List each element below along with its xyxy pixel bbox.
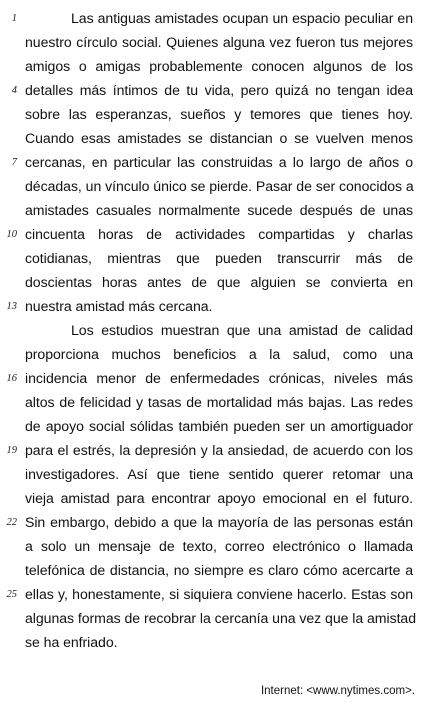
- line-text: incidencia menor de enfermedades crónicas, niveles más: [25, 370, 413, 386]
- text-line: [0, 510, 433, 534]
- text-line: [0, 390, 433, 414]
- text-line: [0, 486, 433, 510]
- line-text: de apoyo social sólidas también pueden ser un amortiguador: [25, 418, 413, 434]
- line-number: 25: [6, 589, 17, 600]
- text-line: [0, 558, 433, 582]
- text-line: [0, 150, 433, 174]
- text-line: [0, 630, 433, 654]
- line-text: proporciona muchos beneficios a la salud, como una: [25, 346, 413, 362]
- line-text: algunas formas de recobrar la cercanía una vez que la amistad: [25, 610, 417, 626]
- line-number: 10: [6, 229, 17, 240]
- source-citation: Internet: <www.nytimes.com>.: [260, 685, 415, 697]
- line-text: altos de felicidad y tasas de mortalidad más bajas. Las redes: [25, 394, 413, 410]
- line-text: ellas y, honestamente, si siquiera conviene hacerlo. Estas son: [25, 586, 413, 602]
- line-text: amigos o amigas probablemente conocen algunos de los: [25, 58, 413, 74]
- text-line: [0, 222, 433, 246]
- text-line: [0, 438, 433, 462]
- text-line: [0, 198, 433, 222]
- line-text: Cuando esas amistades se distancian o se vuelven menos: [25, 130, 413, 146]
- text-line: [0, 6, 433, 30]
- line-text: décadas, un vínculo único se pierde. Pasar de ser conocidos a: [25, 178, 414, 194]
- text-line: [0, 30, 433, 54]
- line-number: 4: [11, 85, 17, 96]
- text-line: [0, 342, 433, 366]
- line-number: 22: [6, 517, 17, 528]
- text-line: [0, 462, 433, 486]
- text-line: [0, 294, 433, 318]
- line-text: cotidianas, mientras que pueden transcurrir más de: [25, 250, 413, 266]
- line-text: detalles más íntimos de tu vida, pero quizá no tengan idea: [25, 82, 413, 98]
- line-text: cincuenta horas de actividades compartidas y charlas: [25, 226, 413, 242]
- text-line: [0, 582, 433, 606]
- text-line: [0, 366, 433, 390]
- text-line: [0, 174, 433, 198]
- text-line: [0, 534, 433, 558]
- line-number: 16: [6, 373, 17, 384]
- line-text: cercanas, en particular las construidas a lo largo de años o: [25, 154, 413, 170]
- text-line: [0, 54, 433, 78]
- line-text: Sin embargo, debido a que la mayoría de las personas están: [25, 514, 413, 530]
- line-text: telefónica de distancia, no siempre es claro cómo acercarte a: [25, 562, 413, 578]
- line-text: nuestra amistad más cercana.: [25, 298, 213, 314]
- text-line: [0, 102, 433, 126]
- line-text: nuestro círculo social. Quienes alguna vez fueron tus mejores: [25, 34, 413, 50]
- line-number: 13: [6, 301, 17, 312]
- line-text: Las antiguas amistades ocupan un espacio peculiar en: [71, 10, 413, 26]
- line-text: investigadores. Así que tiene sentido querer retomar una: [25, 466, 413, 482]
- text-line: [0, 270, 433, 294]
- line-number: 7: [11, 157, 17, 168]
- line-text: se ha enfriado.: [25, 634, 118, 650]
- line-number: 19: [6, 445, 17, 456]
- line-text: doscientas horas antes de que alguien se convierta en: [25, 274, 413, 290]
- text-line: [0, 318, 433, 342]
- line-number: 1: [11, 13, 17, 24]
- line-text: vieja amistad para encontrar apoyo emocional en el futuro.: [25, 490, 413, 506]
- line-text: para el estrés, la depresión y la ansiedad, de acuerdo con los: [25, 442, 413, 458]
- text-line: [0, 126, 433, 150]
- text-line: [0, 78, 433, 102]
- line-text: amistades casuales normalmente sucede después de unas: [25, 202, 413, 218]
- text-line: [0, 246, 433, 270]
- line-text: sobre las esperanzas, sueños y temores que tienes hoy.: [25, 106, 413, 122]
- text-line: [0, 414, 433, 438]
- text-line: [0, 606, 433, 630]
- line-text: a solo un mensaje de texto, correo electrónico o llamada: [25, 538, 413, 554]
- line-text: Los estudios muestran que una amistad de calidad: [71, 322, 413, 338]
